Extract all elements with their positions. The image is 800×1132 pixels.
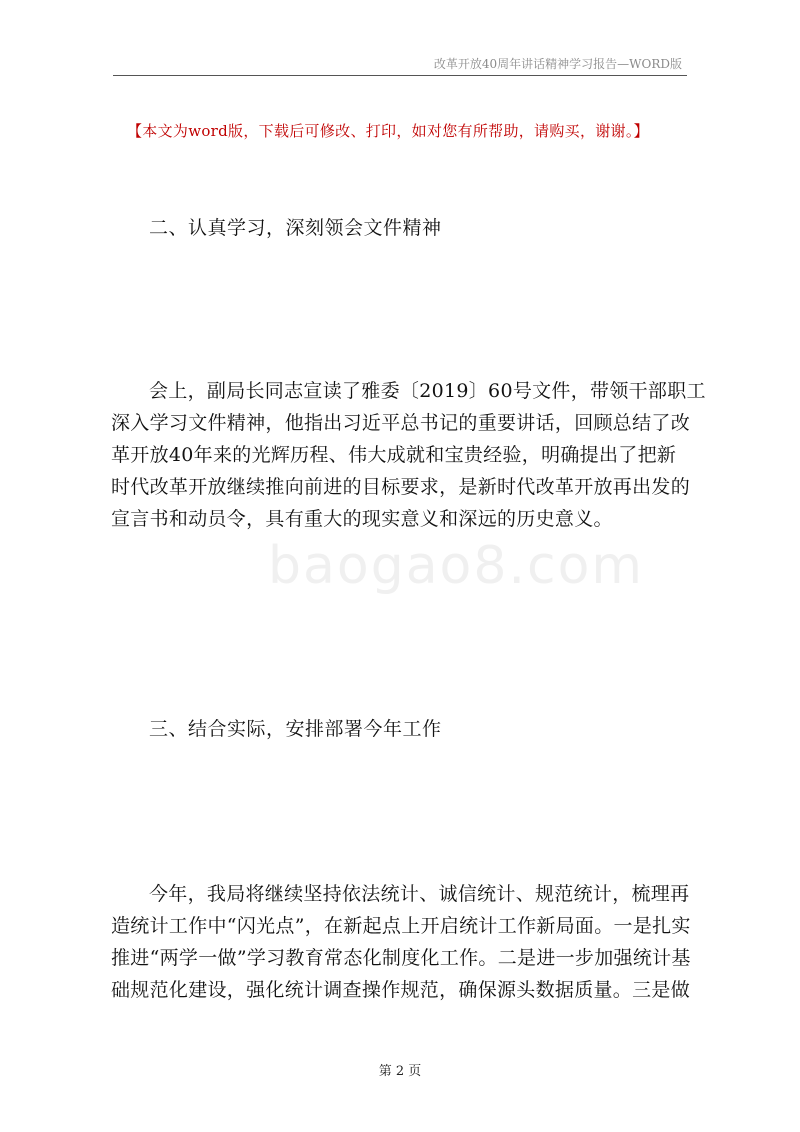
- section-heading-2: 二、认真学习，深刻领会文件精神: [149, 217, 442, 239]
- purchase-notice: 【本文为word版，下载后可修改、打印，如对您有所帮助，请购买，谢谢。】: [127, 122, 649, 140]
- page-number: 第 2 页: [378, 1064, 422, 1079]
- paragraph-2: [111, 878, 691, 1006]
- paragraph-line: 革开放40年来的光辉历程、伟大成就和宝贵经验，明确提出了把新: [111, 444, 677, 466]
- paragraph-line: 今年，我局将继续坚持依法统计、诚信统计、规范统计，梳理再: [149, 883, 690, 905]
- header-divider: [113, 75, 687, 76]
- paragraph-line: 推进“两学一做”学习教育常态化制度化工作。二是进一步加强统计基: [111, 947, 691, 969]
- paragraph-line: 础规范化建设，强化统计调查操作规范，确保源头数据质量。三是做: [111, 979, 691, 1001]
- watermark: baogao8.com: [268, 536, 645, 596]
- page-header-title: 改革开放40周年讲话精神学习报告—WORD版: [433, 57, 682, 71]
- paragraph-line: 造统计工作中“闪光点”，在新起点上开启统计工作新局面。一是扎实: [111, 915, 691, 937]
- paragraph-line: 会上，副局长同志宣读了雅委〔2019〕60号文件，带领干部职工: [149, 380, 706, 402]
- paragraph-line: 宣言书和动员令，具有重大的现实意义和深远的历史意义。: [111, 508, 613, 530]
- section-heading-3: 三、结合实际，安排部署今年工作: [149, 718, 442, 740]
- paragraph-1: [111, 375, 706, 535]
- paragraph-line: 深入学习文件精神，他指出习近平总书记的重要讲话，回顾总结了改: [111, 412, 691, 434]
- paragraph-line: 时代改革开放继续推向前进的目标要求，是新时代改革开放再出发的: [111, 476, 691, 498]
